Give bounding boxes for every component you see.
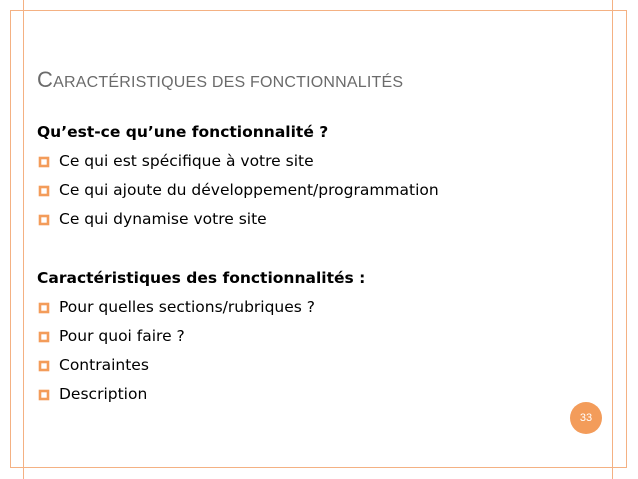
open-square-bullet-icon [38,156,50,168]
bullet-item-text: Ce qui ajoute du développement/programmation [59,181,439,199]
open-square-bullet-icon [38,389,50,401]
open-square-bullet-icon [38,360,50,372]
open-square-bullet-icon [38,302,50,314]
open-square-bullet-icon [38,185,50,197]
bullet-item [37,351,597,380]
right-accent-line [612,0,613,479]
open-square-bullet-icon [38,214,50,226]
left-accent-line [23,0,24,479]
bullet-item-text: Pour quelles sections/rubriques ? [59,298,316,316]
bullet-item [37,380,597,409]
slide-title [37,67,403,93]
slide-content [37,118,597,409]
section-heading-characteristics: Caractéristiques des fonctionnalités : [37,269,366,287]
slide-title-initial: C [37,67,54,92]
bullet-item-text: Ce qui dynamise votre site [59,210,267,228]
bullet-item-text: Contraintes [59,356,149,374]
page-number-badge: 33 [570,402,602,434]
section-heading-definition: Qu’est-ce qu’une fonctionnalité ? [37,123,329,141]
open-square-bullet-icon [38,331,50,343]
bullet-item-text: Ce qui est spécifique à votre site [59,152,314,170]
bullet-item [37,322,597,351]
section-spacer [37,234,597,264]
bullet-item [37,293,597,322]
bullet-item [37,205,597,234]
slide-title-rest: ARACTÉRISTIQUES DES FONCTIONNALITÉS [53,74,404,91]
bullet-item [37,176,597,205]
bullet-item [37,147,597,176]
bullet-item-text: Pour quoi faire ? [59,327,185,345]
bullet-item-text: Description [59,385,148,403]
